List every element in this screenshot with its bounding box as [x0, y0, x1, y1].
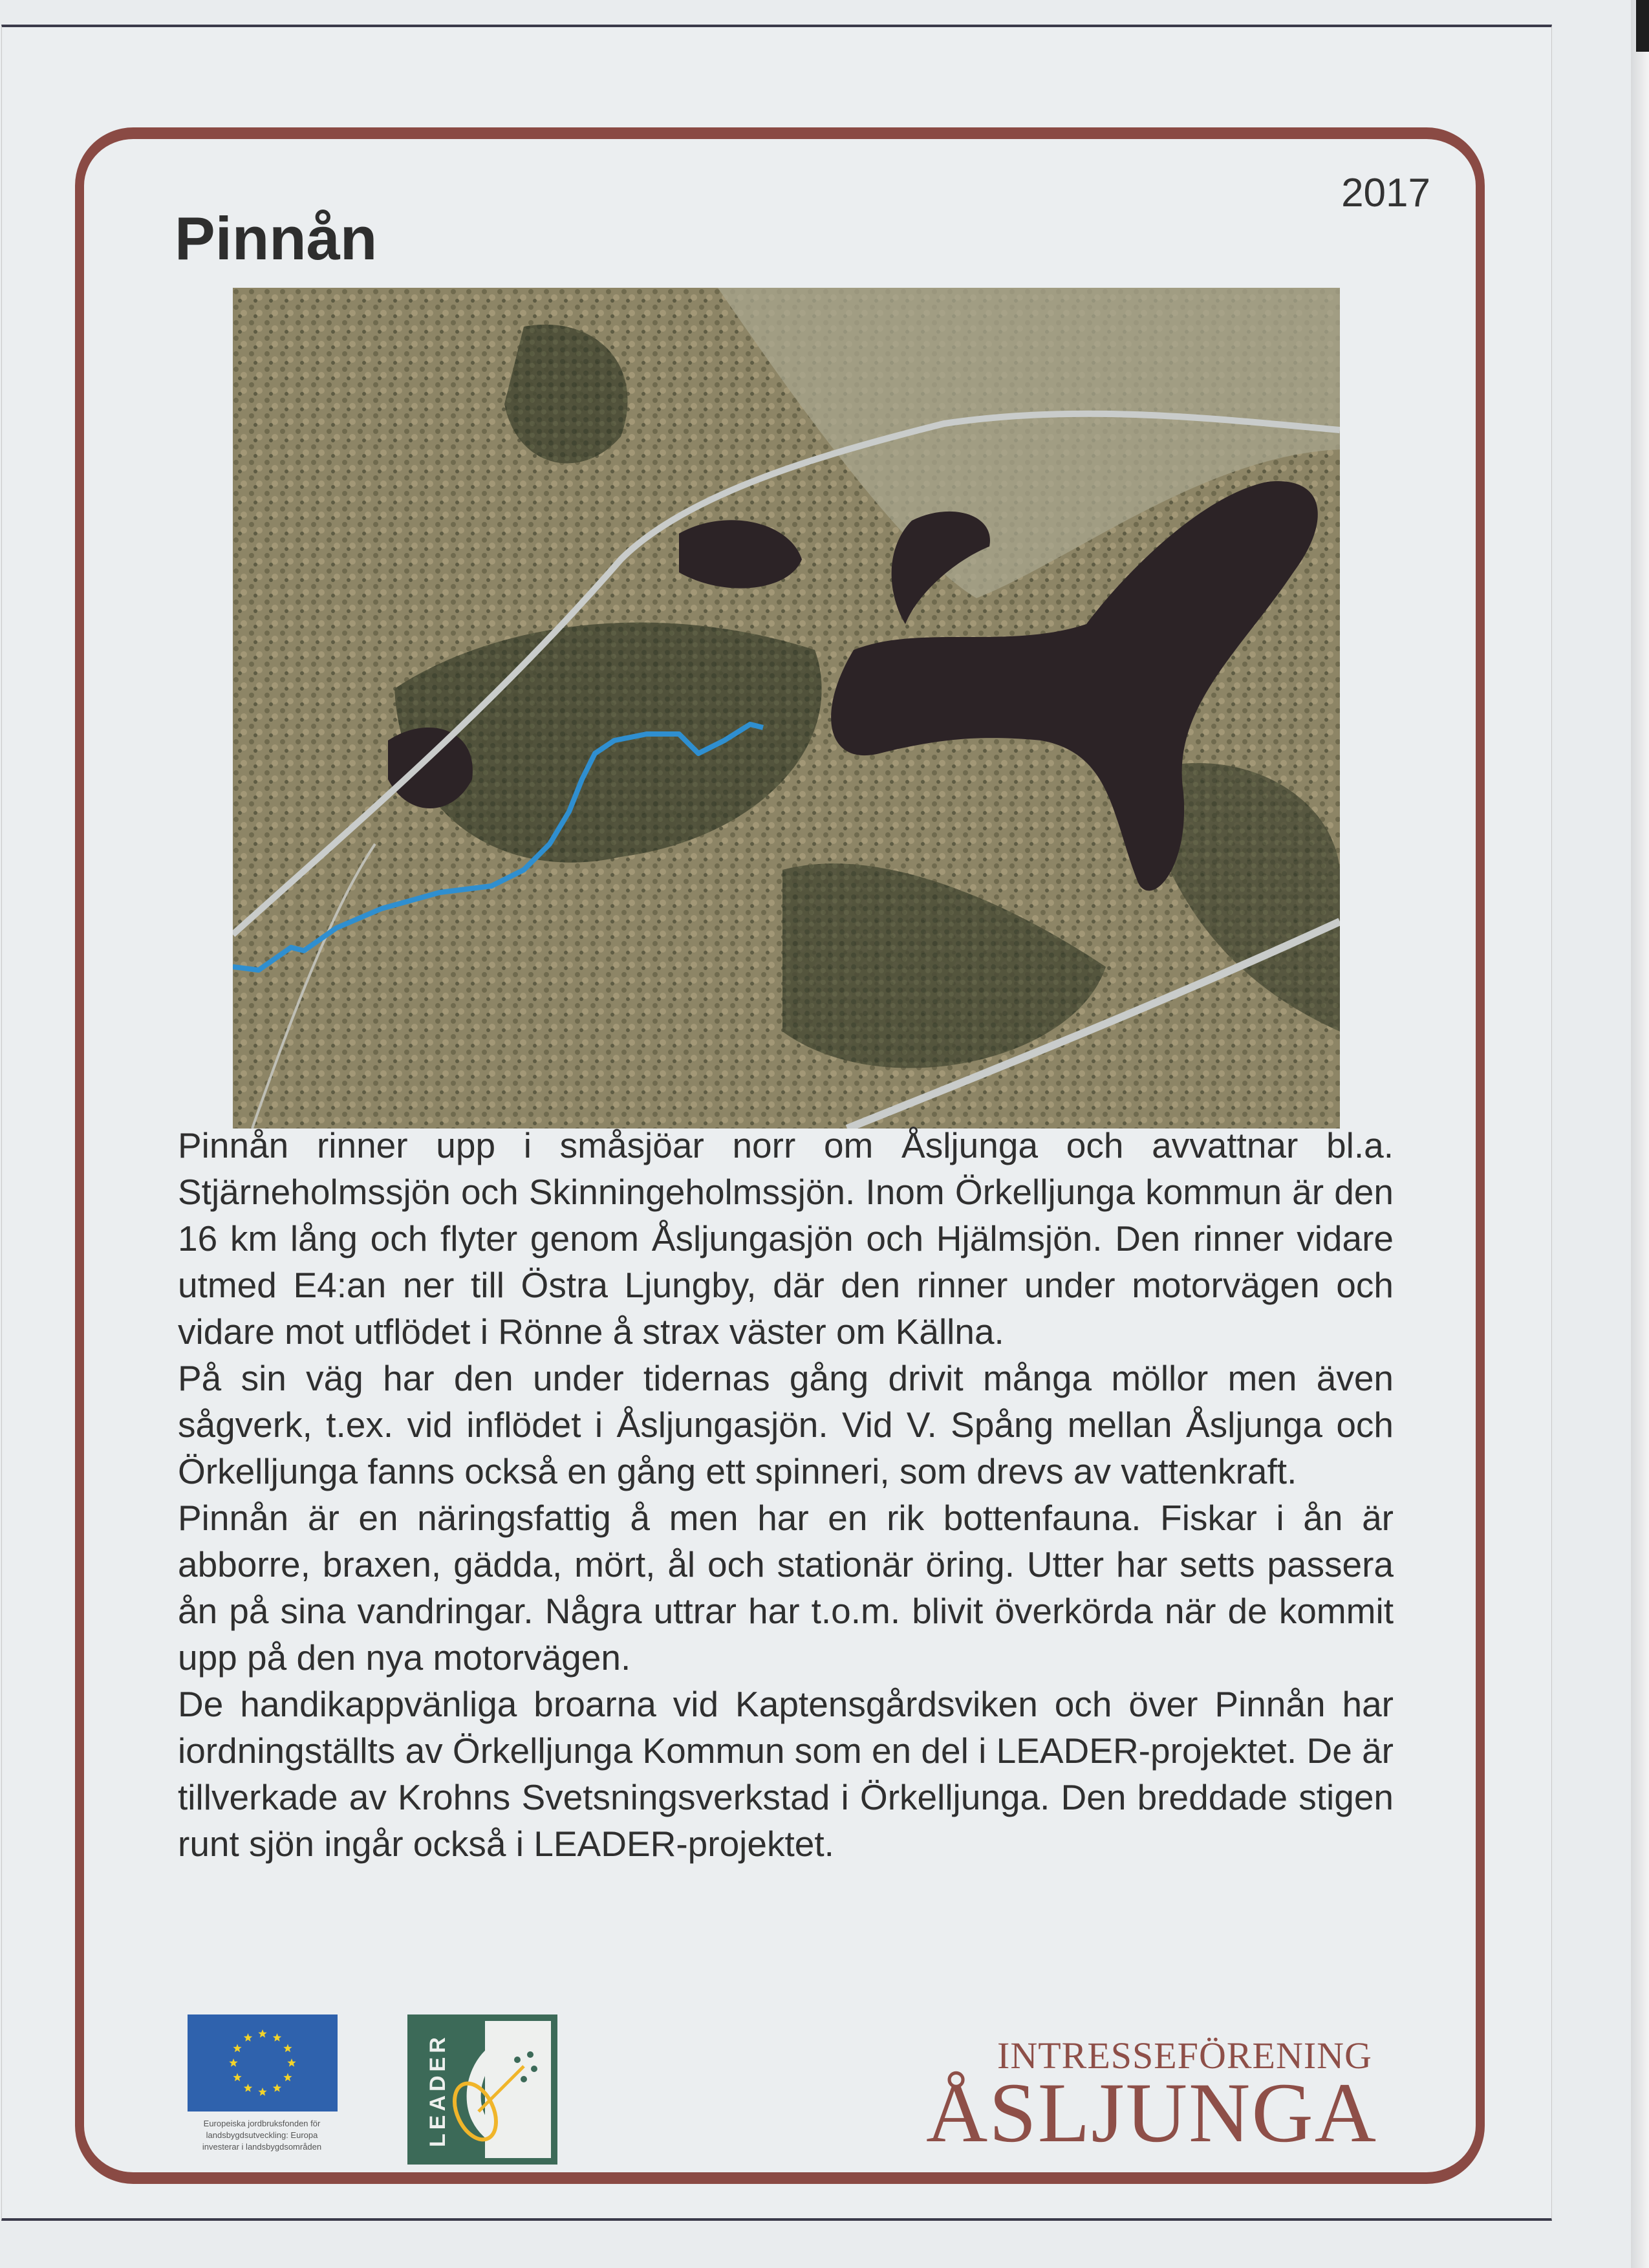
paragraph: Pinnån rinner upp i småsjöar norr om Åsljunga och avvattnar bl.a. Stjärneholmssjön och Skinningeholmssjön. Inom Örkelljunga kommun är den 16 km lång och flyter genom Åsljungasjön och Hjälmsjön. Den rinner vidare utmed E4:an ner till Östra Ljungby, där den rinner under motorvägen och vidare mot utflödet i Rönne å strax väster om Källna.	[178, 1125, 1394, 1352]
eu-star-icon	[258, 2088, 266, 2096]
eu-caption-line: investerar i landsbygdsområden	[202, 2142, 322, 2152]
leader-logo-graphic	[407, 2014, 557, 2165]
eu-star-icon	[233, 2044, 241, 2053]
eu-flag-stars	[188, 2014, 338, 2111]
eu-star-icon	[283, 2073, 292, 2082]
brand-top-line: INTRESSEFÖRENING	[997, 2035, 1372, 2077]
eu-star-icon	[244, 2084, 252, 2092]
scan-edge-shadow	[1636, 0, 1649, 52]
paragraph: Pinnån är en näringsfattig å men har en rik bottenfauna. Fiskar i ån är abborre, braxen, gädda, mört, ål och stationär öring. Utter har setts passera ån på sina vandringar. Några uttrar har t.o.m. blivit överkörda när de kommit upp på den nya motorvägen.	[178, 1498, 1394, 1678]
body-text	[178, 1122, 1394, 1867]
page-title: Pinnån	[175, 204, 378, 272]
year-label: 2017	[1341, 171, 1430, 215]
eu-flag-icon	[188, 2014, 338, 2111]
eu-star-icon	[233, 2073, 241, 2082]
eu-star-icon	[273, 2033, 281, 2042]
paragraph: De handikappvänliga broarna vid Kaptensgårdsviken och över Pinnån har iordningställts av Örkelljunga Kommun som en del i LEADER-projektet. De är tillverkade av Krohns Svetsningsverkstad i Örkelljunga. Den breddade stigen runt sjön ingår också i LEADER-projektet.	[178, 1684, 1394, 1864]
brand-main-line: ÅSLJUNGA	[926, 2065, 1378, 2160]
eu-star-icon	[283, 2044, 292, 2053]
eu-star-icon	[287, 2058, 296, 2067]
eu-star-icon	[258, 2029, 266, 2038]
leader-logo-icon	[407, 2014, 557, 2165]
content-frame	[75, 127, 1485, 2184]
leader-label: LEADER	[426, 2033, 450, 2147]
eu-star-icon	[244, 2033, 252, 2042]
footer	[84, 2014, 1476, 2163]
eu-caption-line: landsbygdsutveckling: Europa	[206, 2130, 318, 2140]
aerial-map	[233, 288, 1340, 1129]
eu-caption	[181, 2118, 343, 2153]
eu-star-icon	[229, 2058, 237, 2067]
eu-caption-line: Europeiska jordbruksfonden för	[203, 2119, 321, 2128]
brand-logo	[926, 2034, 1443, 2163]
eu-star-icon	[273, 2084, 281, 2092]
scan-edge	[1631, 0, 1649, 2268]
paragraph: På sin väg har den under tidernas gång drivit många möllor men även sågverk, t.ex. vid inflödet i Åsljungasjön. Vid V. Spång mellan Åsljunga och Örkelljunga fanns också en gång ett spinneri, som drevs av vattenkraft.	[178, 1358, 1394, 1491]
document-sheet	[1, 25, 1552, 2221]
aerial-map-image	[233, 288, 1340, 1129]
